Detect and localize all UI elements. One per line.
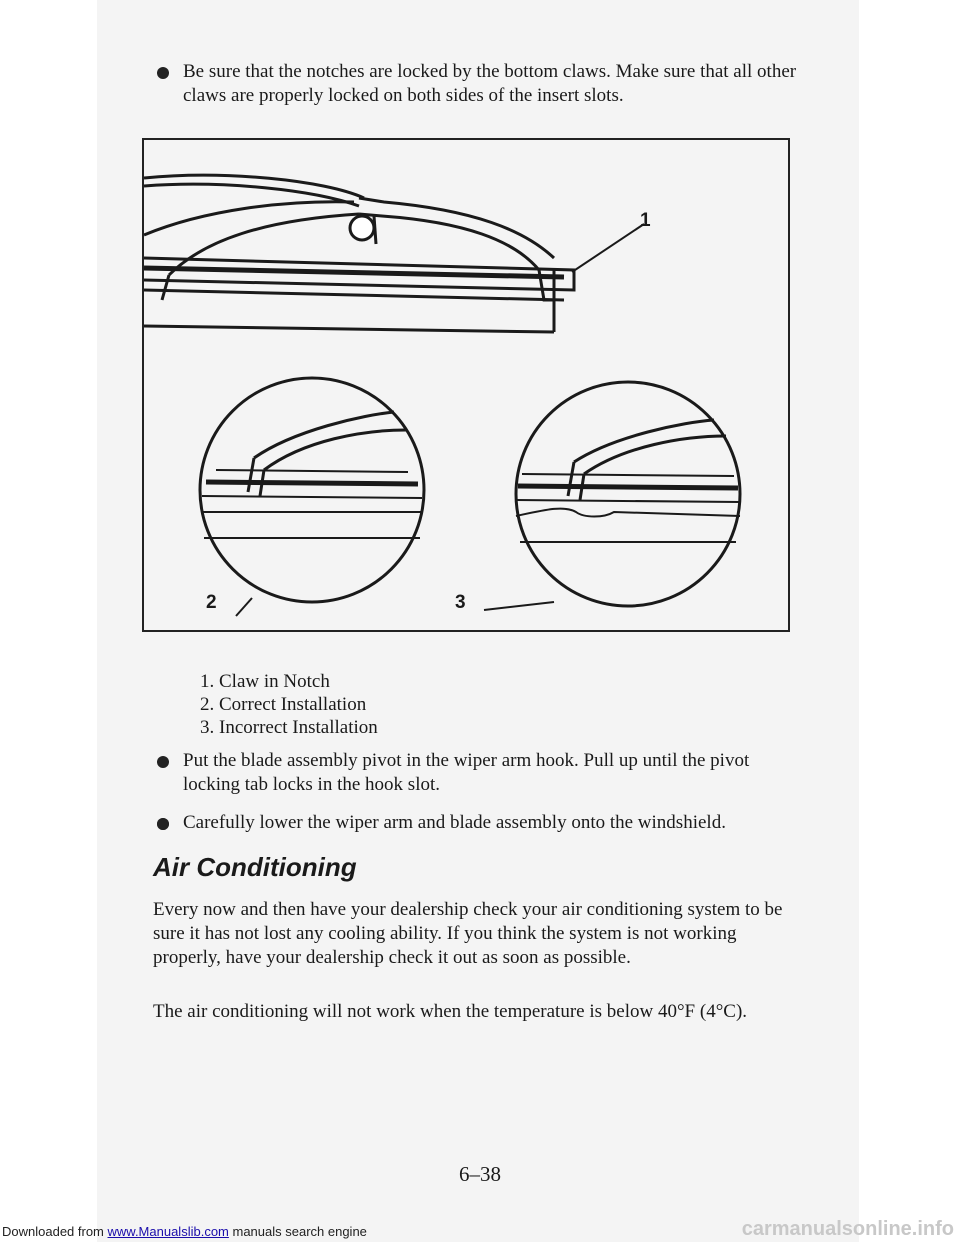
figure-legend xyxy=(200,670,378,739)
legend-item: 2. Correct Installation xyxy=(200,694,367,715)
paragraph-maintenance: Every now and then have your dealership check your air conditioning system to be sure it has not lost any cooling ability. If you think the system is not working properly, have your dealership check it out as soon as possible. xyxy=(153,899,783,968)
bullet-marker xyxy=(157,67,169,79)
legend-item: 3. Incorrect Installation xyxy=(200,717,378,738)
manualslib-link[interactable]: www.Manualslib.com xyxy=(107,1224,229,1239)
wiper-illustration xyxy=(144,140,788,630)
callout-3: 3 xyxy=(455,592,466,613)
wiper-blade-figure xyxy=(142,138,790,632)
bullet-marker xyxy=(157,818,169,830)
callout-2: 2 xyxy=(206,592,217,613)
bullet-text-notches: Be sure that the notches are locked by the bottom claws. Make sure that all other claws are properly locked on both sides of the insert slots. xyxy=(183,61,797,106)
bullet-text-lower: Carefully lower the wiper arm and blade assembly onto the windshield. xyxy=(183,812,726,833)
callout-1: 1 xyxy=(640,210,651,231)
download-footer xyxy=(2,1224,367,1239)
bullet-text-pivot: Put the blade assembly pivot in the wiper arm hook. Pull up until the pivot locking tab locks in the hook slot. xyxy=(183,750,750,795)
footer-prefix: Downloaded from xyxy=(2,1224,108,1239)
section-heading: Air Conditioning xyxy=(153,852,357,882)
paragraph-temperature: The air conditioning will not work when the temperature is below 40°F (4°C). xyxy=(153,1001,748,1022)
page-number: 6–38 xyxy=(459,1162,501,1186)
footer-suffix: manuals search engine xyxy=(228,1224,367,1239)
bullet-marker xyxy=(157,756,169,768)
watermark: carmanualsonline.info xyxy=(741,1218,954,1240)
legend-item: 1. Claw in Notch xyxy=(200,671,330,692)
